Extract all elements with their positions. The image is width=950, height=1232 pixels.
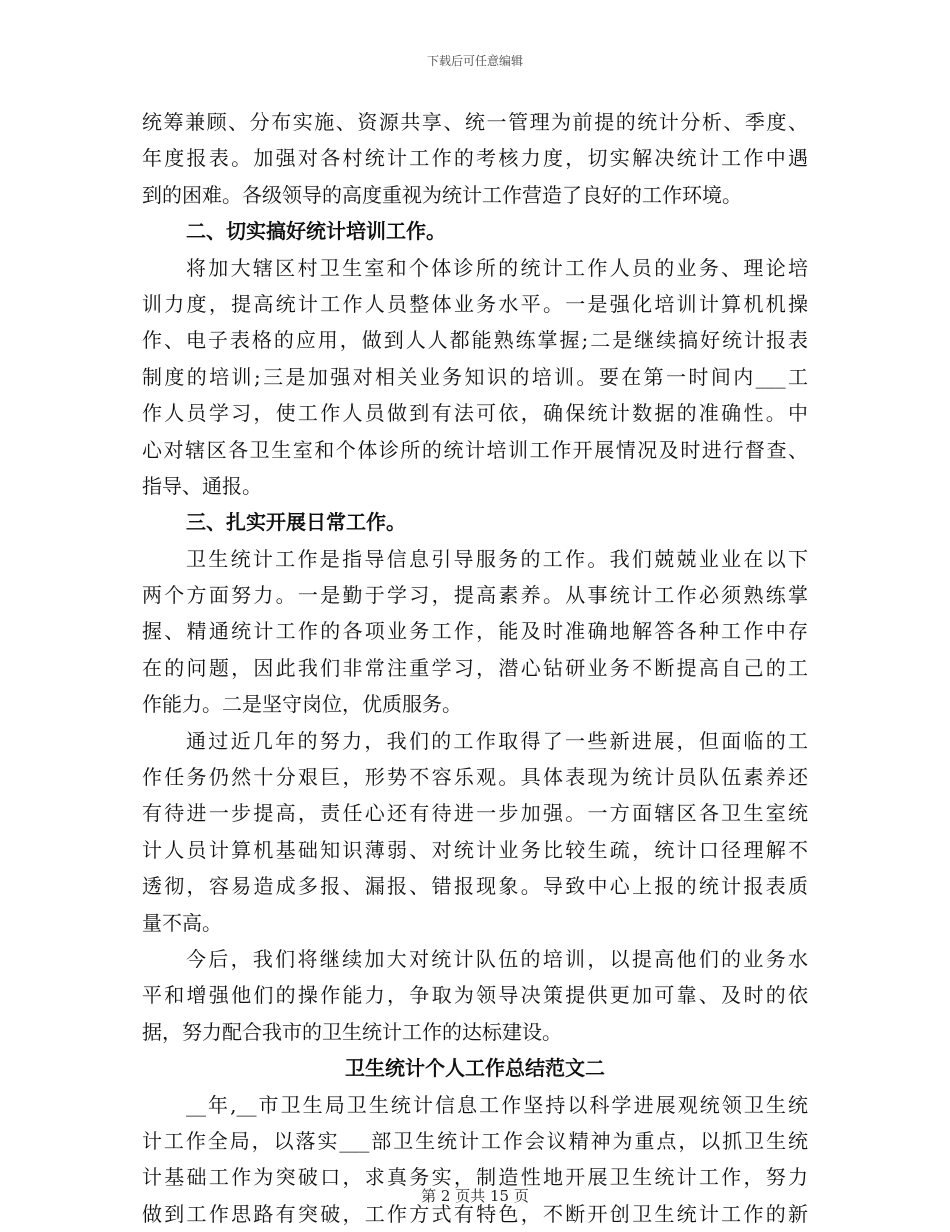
body-line: 据，努力配合我市的卫生统计工作的达标建设。 xyxy=(142,1019,562,1044)
body-line: 年度报表。加强对各村统计工作的考核力度，切实解决统计工作中遇 xyxy=(142,146,808,171)
body-line: 卫生统计工作是指导信息引导服务的工作。我们兢兢业业在以下 xyxy=(186,546,808,571)
page-footer: 第 2 页共 15 页 xyxy=(421,1187,529,1205)
body-line: 心对辖区各卫生室和个体诊所的统计培训工作开展情况及时进行督查、 xyxy=(142,437,808,462)
body-line: 作能力。二是坚守岗位，优质服务。 xyxy=(142,692,462,717)
section-heading: 二、切实搞好统计培训工作。 xyxy=(186,219,446,244)
body-line: 有待进一步提高，责任心还有待进一步加强。一方面辖区各卫生室统 xyxy=(142,801,808,826)
body-line: 今后，我们将继续加大对统计队伍的培训，以提高他们的业务水 xyxy=(186,946,808,971)
body-line: __年,__市卫生局卫生统计信息工作坚持以科学进展观统领卫生统 xyxy=(186,1092,808,1117)
document-body xyxy=(142,104,808,1232)
body-line: 通过近几年的努力，我们的工作取得了一些新进展，但面临的工 xyxy=(186,728,808,753)
body-line: 做到工作思路有突破，工作方式有特色，不断开创卫生统计工作的新 xyxy=(142,1201,808,1226)
body-line: 计人员计算机基础知识薄弱、对统计业务比较生疏，统计口径理解不 xyxy=(142,837,808,862)
body-line: 将加大辖区村卫生室和个体诊所的统计工作人员的业务、理论培 xyxy=(186,255,808,280)
body-line: 量不高。 xyxy=(142,910,222,935)
body-line: 计基础工作为突破口，求真务实，制造性地开展卫生统计工作，努力 xyxy=(142,1165,808,1190)
section-title: 卫生统计个人工作总结范文二 xyxy=(345,1056,605,1081)
body-line: 透彻，容易造成多报、漏报、错报现象。导致中心上报的统计报表质 xyxy=(142,874,808,899)
body-line: 统筹兼顾、分布实施、资源共享、统一管理为前提的统计分析、季度、 xyxy=(142,110,808,134)
body-line: 训力度，提高统计工作人员整体业务水平。一是强化培训计算机机操 xyxy=(142,291,808,316)
body-line: 两个方面努力。一是勤于学习，提高素养。从事统计工作必须熟练掌 xyxy=(142,583,808,608)
body-line: 在的问题，因此我们非常注重学习，潜心钻研业务不断提高自己的工 xyxy=(142,655,808,680)
page-header: 下载后可任意编辑 xyxy=(426,54,523,68)
section-heading: 三、扎实开展日常工作。 xyxy=(186,510,406,535)
body-line: 制度的培训;三是加强对相关业务知识的培训。要在第一时间内___工 xyxy=(142,364,808,389)
body-line: 计工作全局，以落实___部卫生统计工作会议精神为重点，以抓卫生统 xyxy=(142,1128,808,1153)
body-line: 作、电子表格的应用，做到人人都能熟练掌握;二是继续搞好统计报表 xyxy=(142,328,808,353)
body-line: 平和增强他们的操作能力，争取为领导决策提供更加可靠、及时的依 xyxy=(142,983,808,1008)
body-line: 到的困难。各级领导的高度重视为统计工作营造了良好的工作环境。 xyxy=(142,182,742,207)
body-line: 握、精通统计工作的各项业务工作，能及时准确地解答各种工作中存 xyxy=(142,619,808,644)
body-line: 指导、通报。 xyxy=(142,473,262,498)
body-line: 作人员学习，使工作人员做到有法可依，确保统计数据的准确性。中 xyxy=(142,401,808,426)
body-line: 作任务仍然十分艰巨，形势不容乐观。具体表现为统计员队伍素养还 xyxy=(142,765,808,790)
